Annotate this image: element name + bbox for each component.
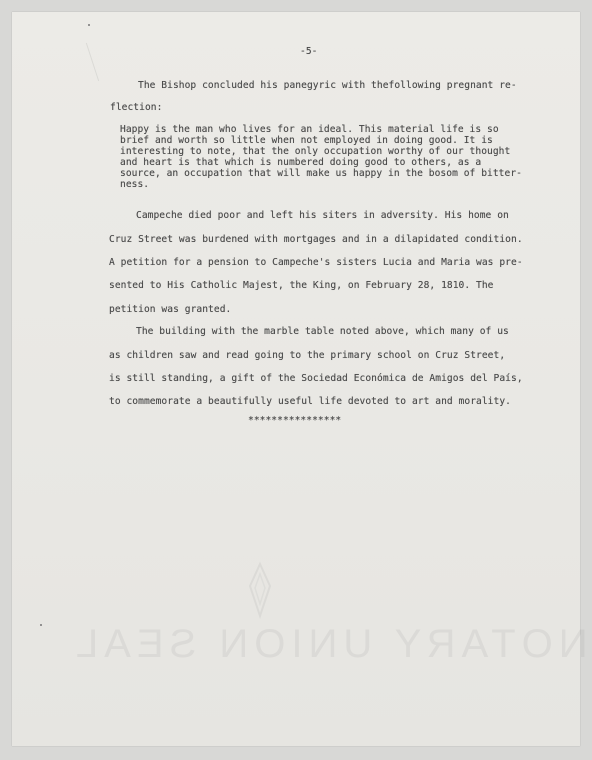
- paragraph-line: Cruz Street was burdened with mortgages and in a dilapidated condition.: [109, 234, 523, 245]
- paragraph-line: Campeche died poor and left his siters in adversity. His home on: [136, 210, 509, 221]
- quote-line: ness.: [120, 179, 150, 190]
- quote-line: and heart is that which is numbered doing good to others, as a: [120, 157, 482, 168]
- document-page: [12, 12, 588, 746]
- paragraph-line: The building with the marble table noted above, which many of us: [136, 326, 509, 337]
- section-separator: ****************: [248, 415, 342, 426]
- paragraph-line: to commemorate a beautifully useful life devoted to art and morality.: [109, 396, 511, 407]
- paper-watermark: NOTARY UNION SEAL: [70, 622, 588, 666]
- quote-line: Happy is the man who lives for an ideal. This material life is so: [120, 124, 499, 135]
- intro-line: The Bishop concluded his panegyric with thefollowing pregnant re-: [138, 80, 517, 91]
- paragraph-line: as children saw and read going to the primary school on Cruz Street,: [109, 350, 506, 361]
- paper-crease: [86, 43, 99, 81]
- quote-line: source, an occupation that will make us happy in the bosom of bitter-: [120, 168, 522, 179]
- page-number: -5-: [300, 46, 318, 57]
- paragraph-line: petition was granted.: [109, 304, 232, 315]
- paper-speck: [40, 624, 42, 626]
- paragraph-line: A petition for a pension to Campeche's sisters Lucia and Maria was pre-: [109, 257, 523, 268]
- quote-line: interesting to note, that the only occupation worthy of our thought: [120, 146, 511, 157]
- intro-line: flection:: [110, 102, 163, 113]
- paragraph-line: is still standing, a gift of the Sociedad Económica de Amigos del País,: [109, 373, 523, 384]
- paper-speck: [88, 24, 90, 26]
- paragraph-line: sented to His Catholic Majest, the King, on February 28, 1810. The: [109, 280, 494, 291]
- watermark-emblem: [240, 560, 280, 620]
- quote-line: brief and worth so little when not employed in doing good. It is: [120, 135, 493, 146]
